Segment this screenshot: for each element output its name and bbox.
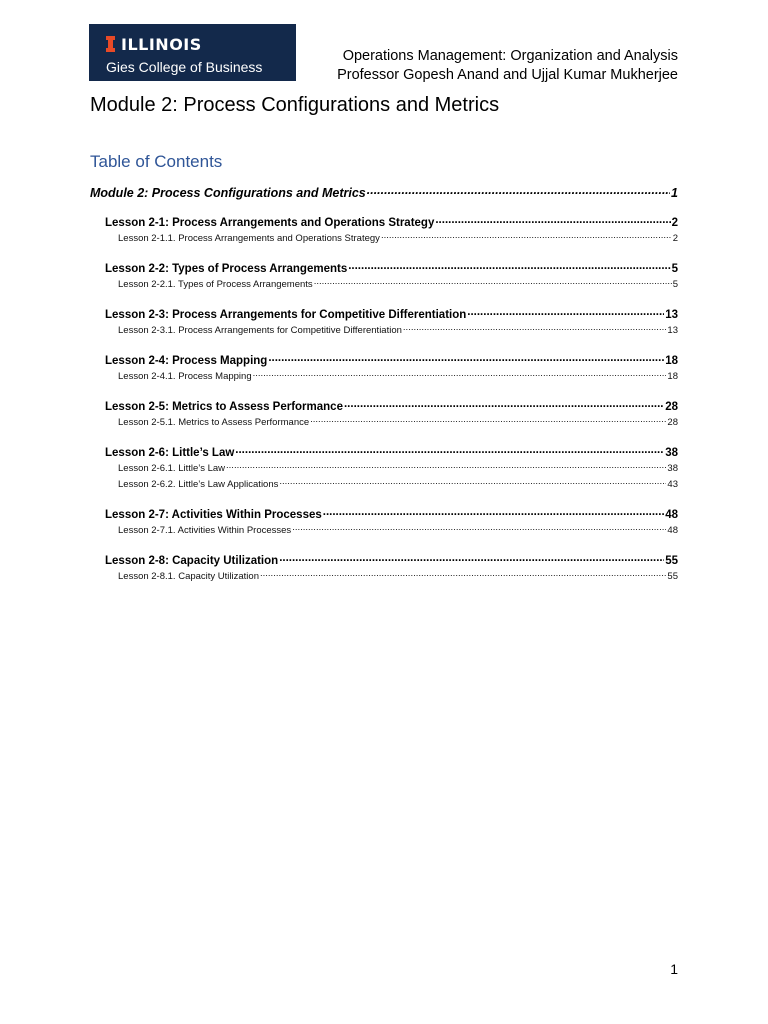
dot-leader	[226, 461, 666, 471]
toc-lesson-group	[90, 552, 678, 585]
toc-entry-label: Lesson 2-6.1. Little’s Law	[118, 462, 226, 474]
toc-entry-page: 43	[667, 478, 678, 490]
dot-leader	[344, 398, 664, 410]
toc-entry-lesson[interactable]	[90, 398, 678, 415]
dot-leader	[323, 506, 664, 518]
toc-entry-label: Lesson 2-2.1. Types of Process Arrangements	[118, 278, 313, 290]
logo-name: ILLINOIS	[121, 34, 202, 54]
toc-entry-page: 28	[667, 416, 678, 428]
toc-entry-sublesson[interactable]	[90, 461, 678, 477]
toc-entry-page: 55	[665, 554, 678, 567]
toc-entry-lesson[interactable]	[90, 306, 678, 323]
toc-entry-lesson[interactable]	[90, 352, 678, 369]
toc-entry-label: Lesson 2-5.1. Metrics to Assess Performance	[118, 416, 310, 428]
dot-leader	[381, 231, 672, 241]
dot-leader	[279, 552, 664, 564]
professors: Professor Gopesh Anand and Ujjal Kumar Mukherjee	[337, 67, 678, 83]
module-title: Module 2: Process Configurations and Metrics	[90, 94, 500, 116]
toc-entry-page: 48	[665, 508, 678, 521]
dot-leader	[279, 477, 666, 487]
toc-entry-sublesson[interactable]	[90, 523, 678, 539]
toc-entry-label: Lesson 2-3: Process Arrangements for Competitive Differentiation	[105, 308, 467, 321]
toc-entry-page: 1	[671, 185, 678, 200]
toc-entry-page: 18	[665, 354, 678, 367]
toc-heading: Table of Contents	[90, 152, 223, 171]
toc-lesson-group	[90, 352, 678, 385]
block-i-icon	[106, 36, 115, 52]
course-title: Operations Management: Organization and Analysis	[342, 48, 678, 64]
toc-lesson-group	[90, 506, 678, 539]
toc-lesson-group	[90, 444, 678, 493]
toc-entry-label: Lesson 2-7.1. Activities Within Processes	[118, 524, 292, 536]
logo-college: Gies College of Business	[106, 59, 263, 75]
toc-entry-sublesson[interactable]	[90, 323, 678, 339]
toc-entry-page: 18	[667, 370, 678, 382]
toc-entry-page: 38	[665, 446, 678, 459]
toc-entry-lesson[interactable]	[90, 214, 678, 231]
toc-entry-label: Lesson 2-1.1. Process Arrangements and Operations Strategy	[118, 232, 380, 244]
toc-lesson-group	[90, 398, 678, 431]
toc-entry-page: 5	[672, 278, 678, 290]
toc-entry-lesson[interactable]	[90, 552, 678, 569]
toc-entry-page: 5	[671, 262, 678, 275]
toc-lesson-group	[90, 260, 678, 293]
dot-leader	[235, 444, 664, 456]
toc-entry-page: 2	[672, 232, 678, 244]
university-logo	[89, 24, 296, 81]
toc-entry-page: 13	[667, 324, 678, 336]
toc-entry-label: Lesson 2-1: Process Arrangements and Operations Strategy	[105, 216, 435, 229]
toc-entry-label: Lesson 2-2: Types of Process Arrangements	[105, 262, 348, 275]
toc-entry-sublesson[interactable]	[90, 569, 678, 585]
toc-entry-page: 28	[665, 400, 678, 413]
dot-leader	[253, 369, 667, 379]
course-info	[337, 47, 678, 85]
toc-entry-label: Lesson 2-4: Process Mapping	[105, 354, 268, 367]
toc-entry-sublesson[interactable]	[90, 415, 678, 431]
dot-leader	[260, 569, 666, 579]
toc-entry-label: Lesson 2-7: Activities Within Processes	[105, 508, 322, 521]
toc-entry-page: 55	[667, 570, 678, 582]
toc-entry-label: Lesson 2-5: Metrics to Assess Performance	[105, 400, 343, 413]
dot-leader	[292, 523, 666, 533]
toc-lesson-group	[90, 306, 678, 339]
toc-entry-sublesson[interactable]	[90, 277, 678, 293]
toc-entry-page: 13	[665, 308, 678, 321]
dot-leader	[310, 415, 666, 425]
toc-entry-lesson[interactable]	[90, 260, 678, 277]
toc-entry-page: 2	[671, 216, 678, 229]
toc-entry-label: Lesson 2-8.1. Capacity Utilization	[118, 570, 259, 582]
toc-entry-label: Lesson 2-4.1. Process Mapping	[118, 370, 252, 382]
toc-entry-sublesson[interactable]	[90, 369, 678, 385]
dot-leader	[348, 260, 670, 272]
dot-leader	[467, 306, 664, 318]
toc-entry-sublesson[interactable]	[90, 477, 678, 493]
dot-leader	[367, 184, 670, 197]
toc-entry-label: Lesson 2-8: Capacity Utilization	[105, 554, 279, 567]
toc-entry-sublesson[interactable]	[90, 231, 678, 247]
toc-entry-label: Module 2: Process Configurations and Metrics	[90, 185, 366, 200]
dot-leader	[314, 277, 672, 287]
dot-leader	[403, 323, 667, 333]
toc-entry-page: 48	[667, 524, 678, 536]
toc-lesson-group	[90, 214, 678, 247]
toc-lessons	[90, 214, 678, 585]
toc-entry-label: Lesson 2-6: Little’s Law	[105, 446, 235, 459]
dot-leader	[268, 352, 664, 364]
toc-entry-label: Lesson 2-3.1. Process Arrangements for Competitive Differentiation	[118, 324, 402, 336]
toc-entry-page: 38	[667, 462, 678, 474]
toc-entry-lesson[interactable]	[90, 444, 678, 461]
page-number: 1	[670, 961, 678, 977]
toc-entry-lesson[interactable]	[90, 506, 678, 523]
toc-entry-label: Lesson 2-6.2. Little’s Law Applications	[118, 478, 279, 490]
table-of-contents	[90, 184, 678, 598]
toc-entry-module[interactable]	[90, 184, 678, 204]
dot-leader	[435, 214, 670, 226]
